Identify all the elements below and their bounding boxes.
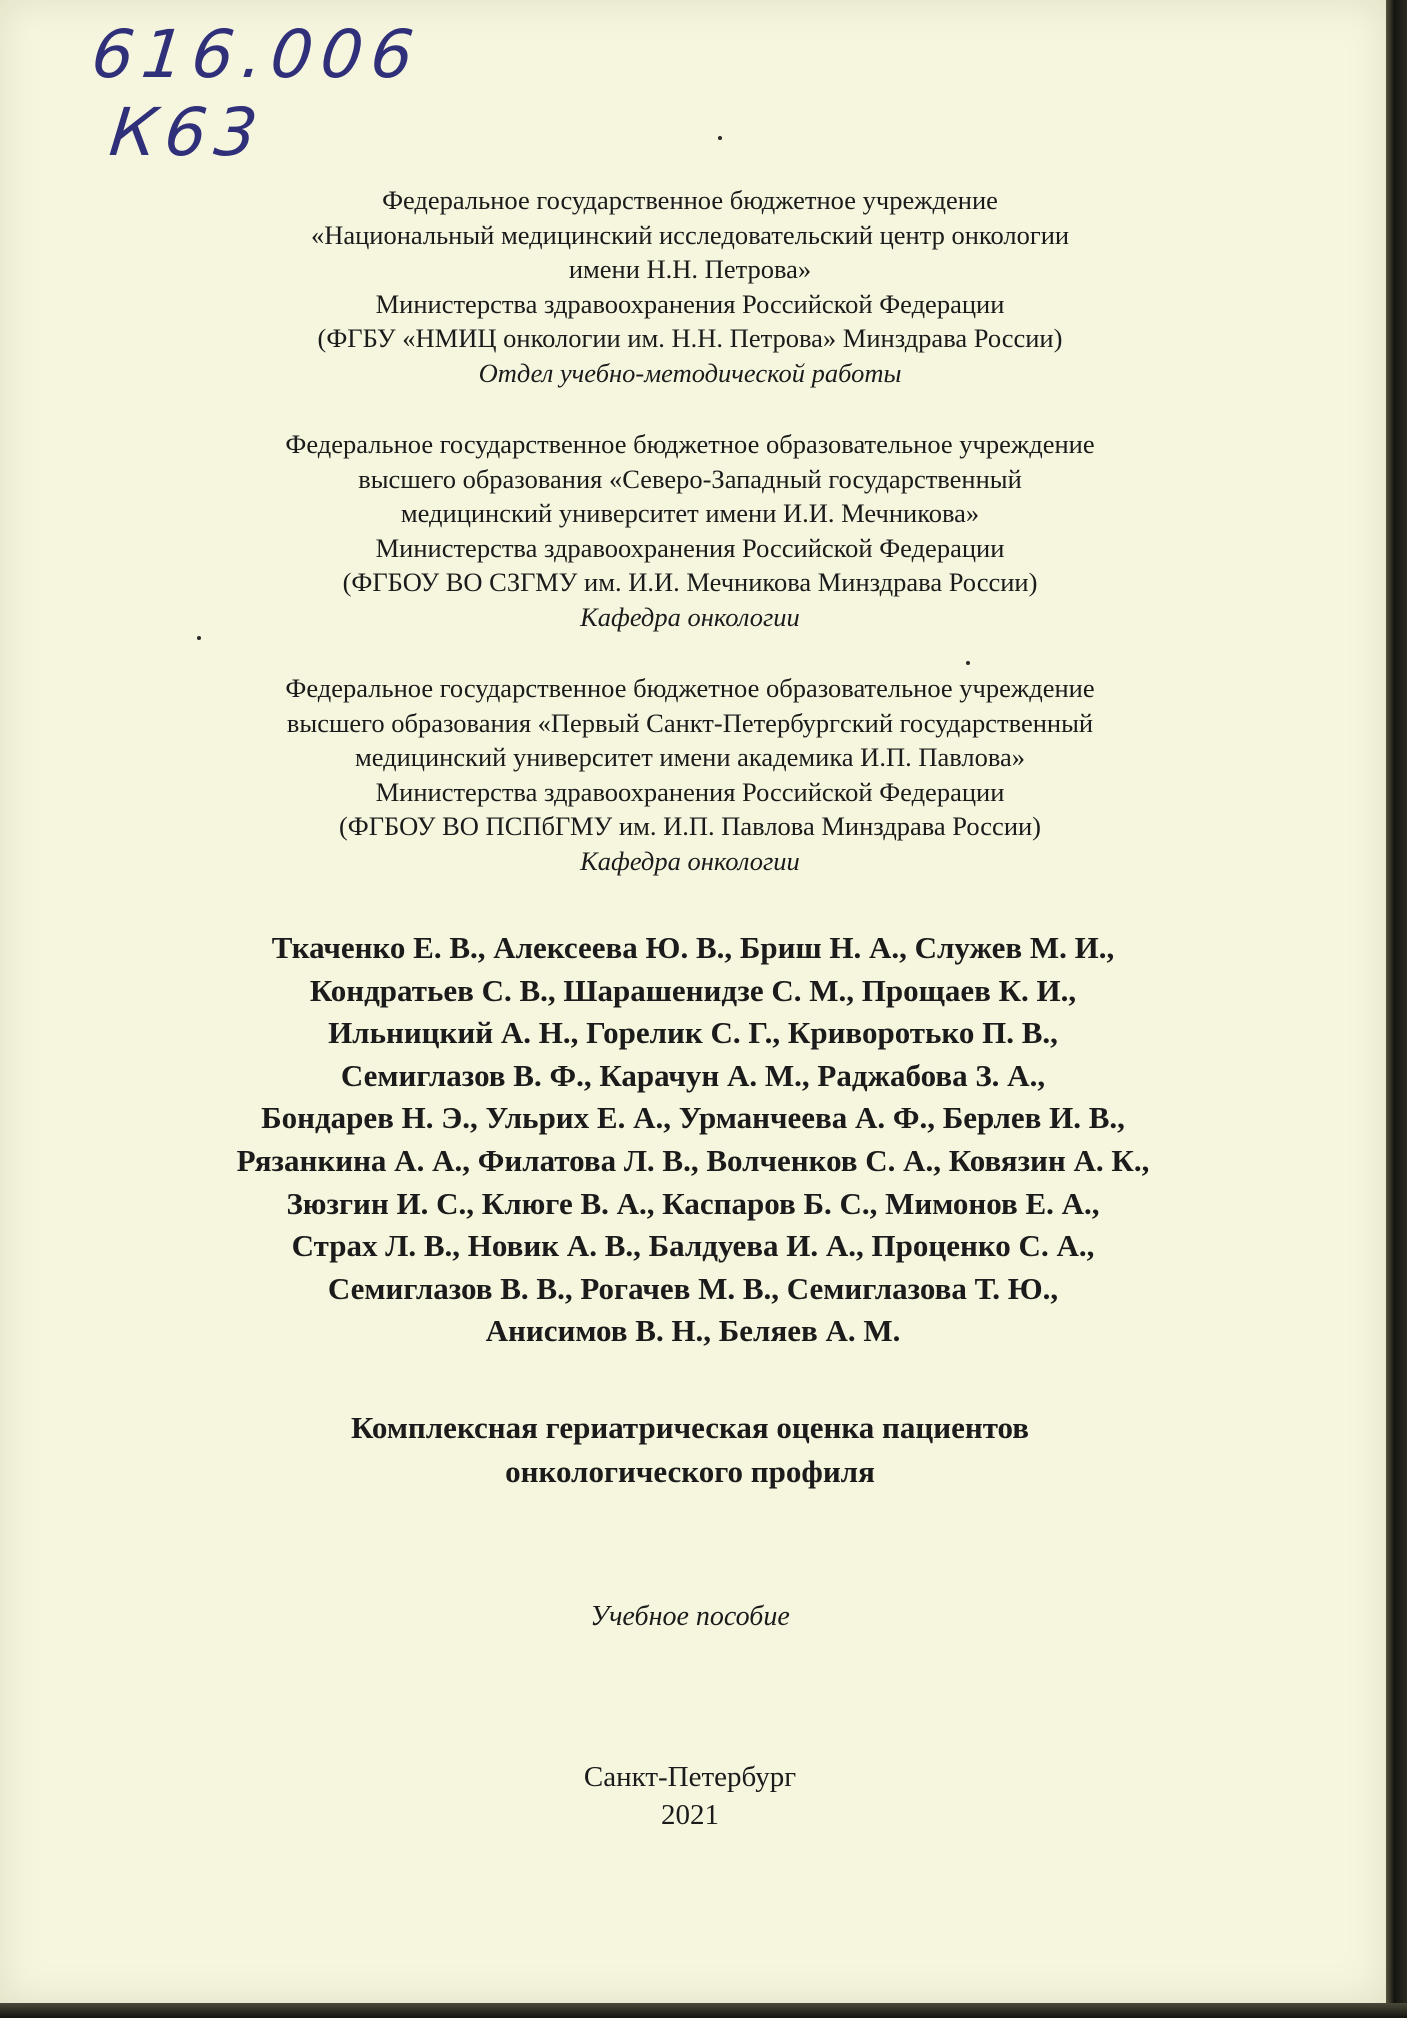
institution-line: Федеральное государственное бюджетное учреждение [382, 185, 998, 215]
institution-line: «Национальный медицинский исследовательский центр онкологии [310, 219, 1070, 250]
book-title-line: онкологического профиля [505, 1454, 875, 1489]
imprint [140, 1758, 1240, 1834]
book-title [140, 1406, 1240, 1494]
dust-speck [718, 136, 722, 140]
scan-edge-right [1386, 0, 1407, 2018]
imprint-city: Санкт-Петербург [583, 1761, 797, 1793]
institution-line: (ФГБУ «НМИЦ онкологии им. Н.Н. Петрова» Минздрава России) [317, 323, 1063, 353]
institution-department: Кафедра онкологии [580, 601, 800, 632]
author-line: Страх Л. В., Новик А. В., Балдуева И. А., Проценко С. А., [291, 1228, 1095, 1264]
author-line: Ильницкий А. Н., Горелик С. Г., Криворотько П. В., [328, 1015, 1058, 1051]
institution-line: Федеральное государственное бюджетное образовательное учреждение [285, 673, 1095, 703]
author-line: Семиглазов В. В., Рогачев М. В., Семиглазова Т. Ю., [327, 1270, 1059, 1306]
book-title-line: Комплексная гериатрическая оценка пациентов [350, 1410, 1030, 1445]
author-line: Рязанкина А. А., Филатова Л. В., Волченков С. А., Ковязин А. К., [236, 1142, 1150, 1178]
institution-block-3 [140, 671, 1240, 878]
imprint-year: 2021 [661, 1799, 719, 1831]
institution-line: высшего образования «Северо-Западный государственный [358, 463, 1022, 494]
document-type: Учебное пособие [590, 1601, 790, 1632]
author-line: Зюзгин И. С., Клюге В. А., Каспаров Б. С., Мимонов Е. А., [286, 1185, 1100, 1221]
dust-speck [197, 636, 201, 640]
institution-line: Министерства здравоохранения Российской Федерации [375, 288, 1005, 319]
handwritten-classification-code: 616.006 [88, 16, 426, 93]
author-line: Анисимов В. Н., Беляев А. М. [485, 1313, 901, 1349]
authors-list [80, 927, 1306, 1353]
institution-block-1 [140, 183, 1240, 390]
institution-line: медицинский университет имени И.И. Мечникова» [400, 498, 980, 528]
institution-line: Федеральное государственное бюджетное образовательное учреждение [285, 429, 1095, 459]
author-line: Кондратьев С. В., Шарашенидзе С. М., Прощаев К. И., [309, 972, 1077, 1008]
institution-line: имени Н.Н. Петрова» [568, 254, 812, 284]
institution-line: (ФГБОУ ВО СЗГМУ им. И.И. Мечникова Минздрава России) [342, 567, 1038, 597]
institution-line: Министерства здравоохранения Российской Федерации [375, 532, 1005, 563]
institution-line: (ФГБОУ ВО ПСПбГМУ им. И.П. Павлова Минздрава России) [338, 811, 1042, 841]
handwritten-author-mark: К63 [106, 94, 269, 171]
author-line: Семиглазов В. Ф., Карачун А. М., Раджабова З. А., [340, 1057, 1046, 1093]
institution-line: медицинский университет имени академика И.П. Павлова» [354, 742, 1026, 772]
institution-line: Министерства здравоохранения Российской Федерации [375, 776, 1005, 807]
scan-edge-bottom [0, 2003, 1407, 2018]
author-line: Ткаченко Е. В., Алексеева Ю. В., Бриш Н. А., Служев М. И., [271, 930, 1115, 965]
institution-block-2 [140, 427, 1240, 634]
institution-line: высшего образования «Первый Санкт-Петербургский государственный [286, 707, 1094, 738]
dust-speck [966, 661, 970, 665]
author-line: Бондарев Н. Э., Ульрих Е. А., Урманчеева А. Ф., Берлев И. В., [261, 1100, 1125, 1136]
institution-department: Кафедра онкологии [580, 845, 800, 876]
institution-department: Отдел учебно-методической работы [478, 357, 902, 388]
